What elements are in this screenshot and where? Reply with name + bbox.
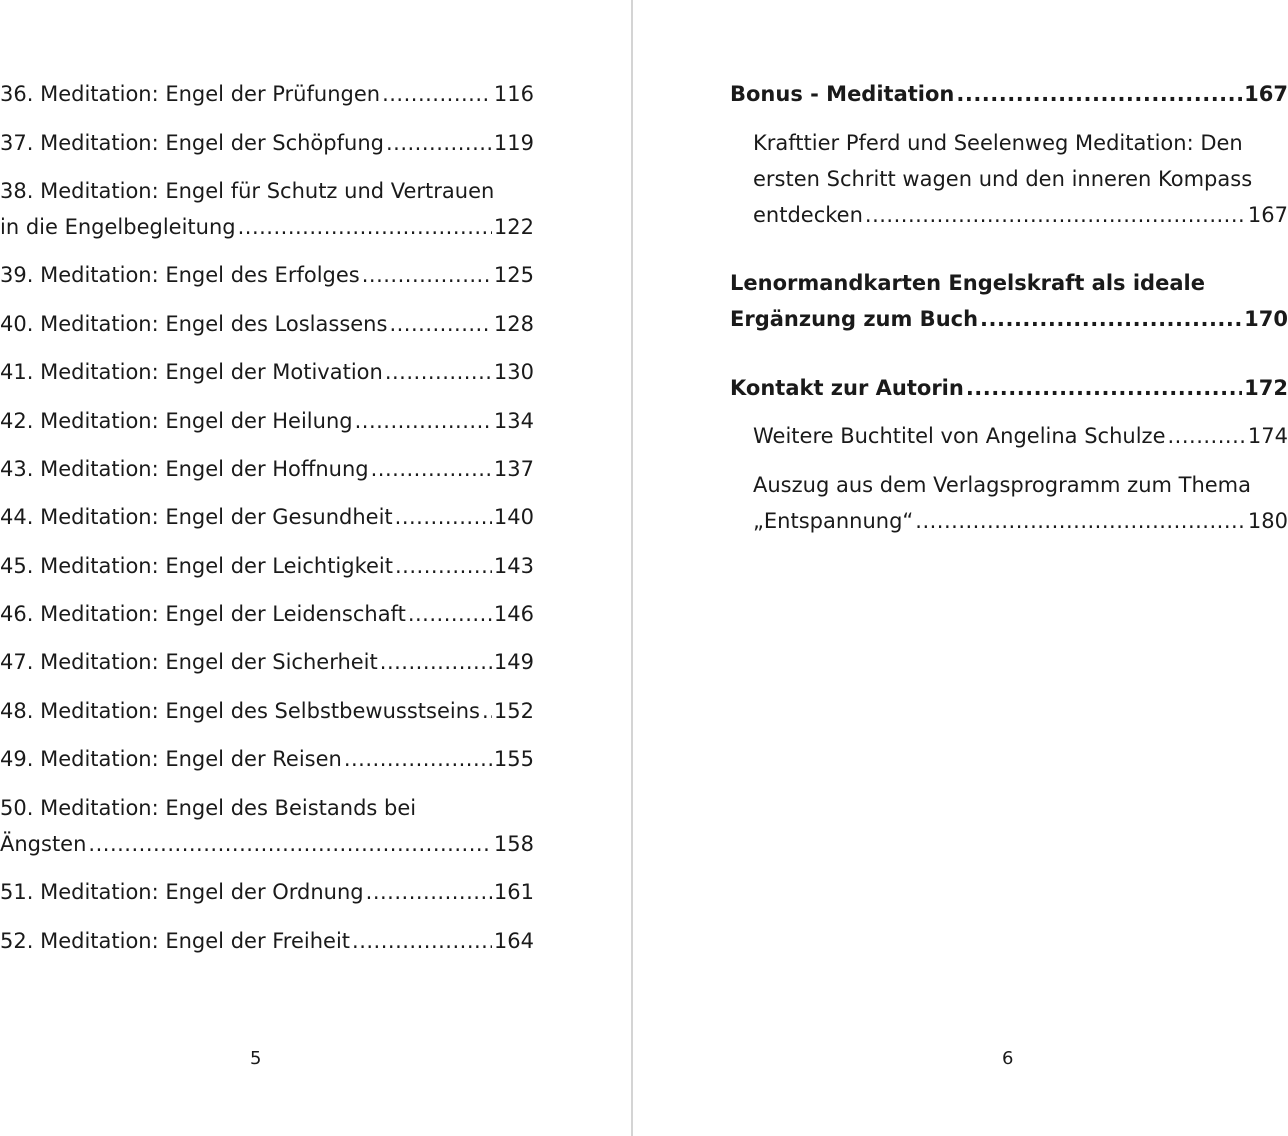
toc-page: 146 (493, 602, 534, 626)
toc-page: 152 (493, 699, 534, 723)
dot-leader (389, 306, 491, 342)
page-number-right: 6 (1002, 1048, 1014, 1069)
toc-page: 158 (493, 832, 534, 856)
toc-entry-41 (0, 354, 534, 390)
dot-leader (386, 125, 492, 161)
toc-title: 40. Meditation: Engel des Loslassens (0, 312, 388, 336)
toc-title: 37. Meditation: Engel der Schöpfung (0, 131, 384, 155)
toc-title: 52. Meditation: Engel der Freiheit (0, 929, 351, 953)
toc-page: 130 (493, 360, 534, 384)
dot-leader (482, 693, 492, 729)
toc-entry-krafttier (753, 125, 1288, 233)
dot-leader (1168, 418, 1246, 454)
toc-page: 134 (493, 409, 534, 433)
toc-title: 49. Meditation: Engel der Reisen (0, 747, 342, 771)
dot-leader (915, 503, 1246, 539)
toc-title-line1: Krafttier Pferd und Seelenweg Meditation: Den (753, 131, 1243, 155)
toc-title-line2: in die Engelbegleitung (0, 215, 236, 239)
dot-leader (238, 209, 492, 245)
toc-title-line2: ersten Schritt wagen und den inneren Kompass (753, 167, 1253, 191)
toc-page: 164 (493, 929, 534, 953)
toc-entry-44 (0, 499, 534, 535)
toc-page: 149 (493, 650, 534, 674)
toc-page: 161 (493, 880, 534, 904)
toc-title: 44. Meditation: Engel der Gesundheit (0, 505, 393, 529)
toc-title: Bonus - Meditation (730, 82, 955, 106)
page-number-left: 5 (250, 1048, 262, 1069)
dot-leader (380, 644, 492, 680)
dot-leader (395, 499, 492, 535)
dot-leader (352, 923, 492, 959)
toc-page: 155 (493, 747, 534, 771)
toc-entry-42 (0, 403, 534, 439)
toc-title: 51. Meditation: Engel der Ordnung (0, 880, 364, 904)
toc-title: 45. Meditation: Engel der Leichtigkeit (0, 554, 393, 578)
left-page (0, 0, 631, 1136)
toc-entry-47 (0, 644, 534, 680)
toc-page: 174 (1247, 424, 1288, 448)
toc-entry-lenormand (730, 265, 1288, 337)
toc-title: 46. Meditation: Engel der Leidenschaft (0, 602, 406, 626)
dot-leader (344, 741, 492, 777)
toc-title: Kontakt zur Autorin (730, 376, 964, 400)
toc-page: 128 (493, 312, 534, 336)
toc-title-line2: Ängsten (0, 832, 87, 856)
toc-entry-bonus (730, 76, 1288, 112)
toc-title: 48. Meditation: Engel des Selbstbewusstseins (0, 699, 480, 723)
toc-page: 167 (1244, 82, 1288, 106)
dot-leader (956, 76, 1242, 112)
toc-page: 122 (493, 215, 534, 239)
toc-entry-52 (0, 923, 534, 959)
toc-title: 39. Meditation: Engel des Erfolges (0, 263, 360, 287)
dot-leader (408, 596, 492, 632)
toc-title: 47. Meditation: Engel der Sicherheit (0, 650, 378, 674)
dot-leader (371, 451, 492, 487)
toc-entry-40 (0, 306, 534, 342)
toc-entry-45 (0, 548, 534, 584)
toc-title-line1: Auszug aus dem Verlagsprogramm zum Thema (753, 473, 1252, 497)
toc-page: 119 (493, 131, 534, 155)
dot-leader (362, 257, 492, 293)
toc-title: 41. Meditation: Engel der Motivation (0, 360, 383, 384)
toc-title-line2: Ergänzung zum Buch (730, 307, 979, 331)
dot-leader (385, 354, 492, 390)
dot-leader (980, 301, 1242, 337)
toc-entry-51 (0, 874, 534, 910)
toc-page: 180 (1247, 509, 1288, 533)
toc-entry-38 (0, 173, 534, 245)
toc-page: 116 (493, 82, 534, 106)
dot-leader (966, 370, 1242, 406)
dot-leader (355, 403, 492, 439)
toc-entry-50 (0, 790, 534, 862)
toc-entry-weitere (753, 418, 1288, 454)
toc-page: 172 (1244, 376, 1288, 400)
toc-entry-kontakt (730, 370, 1288, 406)
toc-title: 43. Meditation: Engel der Hoffnung (0, 457, 369, 481)
toc-page: 140 (493, 505, 534, 529)
toc-entry-43 (0, 451, 534, 487)
dot-leader (395, 548, 492, 584)
toc-entry-36 (0, 76, 534, 112)
toc-page: 137 (493, 457, 534, 481)
dot-leader (865, 197, 1246, 233)
dot-leader (382, 76, 492, 112)
dot-leader (366, 874, 492, 910)
toc-page: 125 (493, 263, 534, 287)
right-page (633, 0, 1288, 1136)
toc-page: 170 (1244, 307, 1288, 331)
toc-title: Weitere Buchtitel von Angelina Schulze (753, 424, 1166, 448)
toc-title-line3: entdecken (753, 203, 863, 227)
toc-title-line1: 50. Meditation: Engel des Beistands bei (0, 796, 417, 820)
toc-entry-48 (0, 693, 534, 729)
toc-title: 36. Meditation: Engel der Prüfungen (0, 82, 381, 106)
toc-title-line1: 38. Meditation: Engel für Schutz und Vertrauen (0, 179, 495, 203)
toc-title-line1: Lenormandkarten Engelskraft als ideale (730, 271, 1205, 295)
toc-entry-46 (0, 596, 534, 632)
toc-entry-49 (0, 741, 534, 777)
toc-entry-37 (0, 125, 534, 161)
dot-leader (88, 826, 491, 862)
toc-entry-auszug (753, 467, 1288, 539)
toc-title-line2: „Entspannung“ (753, 509, 914, 533)
toc-entry-39 (0, 257, 534, 293)
toc-title: 42. Meditation: Engel der Heilung (0, 409, 353, 433)
toc-page: 167 (1247, 203, 1288, 227)
toc-page: 143 (493, 554, 534, 578)
